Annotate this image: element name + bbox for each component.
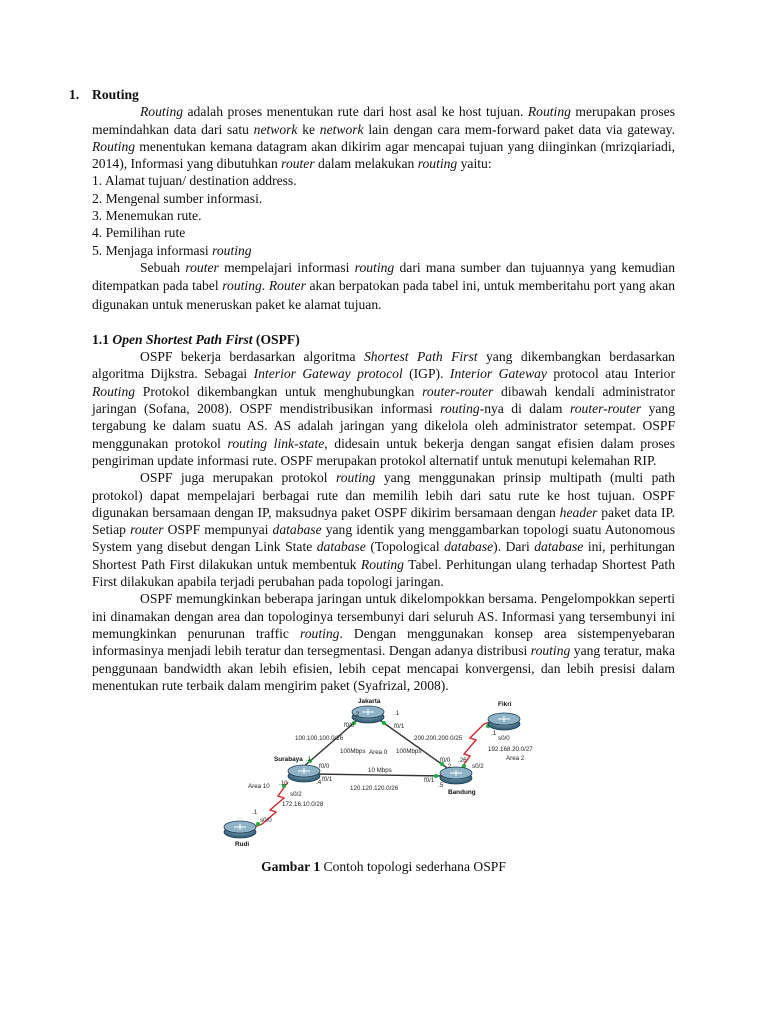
port-label: f0/1: [394, 723, 405, 731]
figure-caption: Gambar 1 Contoh topologi sederhana OSPF: [261, 859, 506, 875]
router-bandung: [440, 767, 476, 796]
ospf-topology-figure: [92, 698, 675, 848]
document-page: [69, 86, 676, 889]
network-label: 100.100.100.0/26: [295, 735, 344, 743]
subsection-heading: 1.1 Open Shortest Path First (OSPF): [92, 331, 300, 347]
status-dot: [434, 774, 438, 778]
port-label: .2: [354, 711, 360, 719]
list-item: 5. Menjaga informasi routing: [92, 242, 252, 258]
list-item: 4. Pemilihan rute: [92, 225, 186, 241]
router-label: Jakarta: [358, 698, 381, 706]
status-dot: [382, 721, 386, 725]
network-label: 120.120.120.0/26: [350, 785, 399, 793]
routing-paragraph-1: Routing adalah proses menentukan rute dari host asal ke host tujuan. Routing merupakan proses memindahkan data dari satu network ke network lain dengan cara mem-forward paket data via gateway. Routing menentukan kemana datagram akan dikirim agar mencapai tujuan yang diinginkan (mrizqiariadi, 2014), Informasi yang dibutuhkan router dalam melakukan routing yaitu:: [92, 104, 675, 172]
port-label: .26: [458, 757, 467, 765]
port-label: f0/0: [319, 763, 330, 771]
area-label: Area 2: [506, 755, 525, 763]
port-label: f0/0: [344, 722, 355, 730]
network-label: 200.200.200.0/25: [414, 735, 463, 743]
ospf-paragraph-1: OSPF bekerja berdasarkan algoritma Shortest Path First yang dikembangkan berdasarkan algoritma Dijkstra. Sebagai Interior Gateway protocol (IGP). Interior Gateway protocol atau Interior Routing Protokol dikembangkan untuk menghubungkan router-router dibawah kendali administrator jaringan (Sofana, 2008). OSPF mendistribusikan informasi routing-nya di dalam router-router yang tergabung ke dalam suatu AS. AS adalah jaringan yang dikelola oleh administrator setempat. OSPF menggunakan protokol routing link-state, didesain untuk bekerja dengan sangat efisien dalam proses pengiriman update informasi rute. OSPF merupakan protokol alternatif untuk menutupi kelemahan RIP.: [92, 349, 676, 468]
router-fikri: [488, 701, 520, 730]
port-label: .4: [316, 779, 322, 787]
speed-label: 100Mbps: [340, 748, 366, 756]
list-item: 3. Menemukan rute.: [92, 208, 202, 224]
router-label: Fikri: [498, 701, 512, 709]
port-label: f0/1: [424, 777, 435, 785]
section-heading: [69, 86, 675, 103]
network-label: 172.16.10.0/28: [282, 801, 324, 809]
port-label: s0/0: [260, 817, 272, 825]
topology-diagram: [92, 698, 675, 848]
port-label: s0/2: [472, 763, 484, 771]
routing-paragraph-2: Sebuah router mempelajari informasi routing dari mana sumber dan tujuannya yang kemudian ditempatkan pada tabel routing. Router akan berpatokan pada tabel ini, untuk memberitahu port yang akan digunakan untuk meneruskan paket ke alamat tujuan.: [92, 259, 676, 312]
section-title: Routing: [92, 87, 139, 102]
port-label: s0/0: [498, 735, 510, 743]
port-label: .1: [252, 809, 258, 817]
routing-info-list: [92, 172, 675, 258]
area-label: Area 10: [248, 783, 270, 791]
port-label: .5: [438, 782, 444, 790]
port-label: s0/2: [290, 791, 302, 799]
router-surabaya: [274, 756, 320, 782]
router-label: Rudi: [235, 841, 250, 849]
port-label: .1: [394, 710, 400, 718]
speed-label: 10 Mbps: [368, 767, 392, 775]
list-item: 2. Mengenal sumber informasi.: [92, 190, 263, 206]
area-label: Area 0: [369, 749, 388, 757]
speed-label: 100Mbps: [396, 748, 422, 756]
router-label: Bandung: [448, 789, 476, 797]
port-label: f0/0: [440, 757, 451, 765]
port-label: .1: [306, 756, 312, 764]
ospf-paragraph-3: OSPF memungkinkan beberapa jaringan untuk dikelompokkan bersama. Pengelompokkan seperti ini dinamakan dengan area dan topologinya tersembunyi dari seluruh AS. Informasi yang tersembunyi ini memungkinkan penurunan traffic routing. Dengan menggunakan konsep area sistempenyebaran informasinya menjadi lebih teratur dan tersegmentasi. Dengan adanya distribusi routing yang teratur, maka penggunaan bandwidth akan lebih efisien, lebih cepat mencapai konvergensi, dan lebih presisi dalam menentukan rute terbaik dalam mengirim paket (Syafrizal, 2008).: [92, 591, 675, 693]
section-number: 1.: [69, 87, 80, 102]
port-label: .10: [279, 780, 288, 788]
port-label: .2: [446, 763, 452, 771]
port-label: .1: [491, 730, 497, 738]
ospf-paragraph-2: OSPF juga merupakan protokol routing yang menggunakan prinsip multipath (multi path protokol) dapat mempelajari berbagai rute dan memilih lebih dari satu rute ke host tujuan. OSPF digunakan bersamaan dengan IP, maksudnya paket OSPF dikirim bersamaan dengan header paket data IP. Setiap router OSPF mempunyai database yang identik yang menggambarkan topologi suatu Autonomous System yang disebut dengan Link State database (Topological database). Dari database ini, perhitungan Shortest Path First dilakukan untuk membentuk Routing Tabel. Perhitungan ulang terhadap Shortest Path First dilakukan apabila terjadi perubahan pada topologi jaringan.: [92, 470, 676, 590]
router-rudi: [224, 821, 256, 848]
list-item: 1. Alamat tujuan/ destination address.: [92, 173, 297, 189]
network-label: 192.168.20.0/27: [488, 746, 533, 754]
router-label: Surabaya: [274, 756, 303, 764]
port-label: f0/1: [322, 776, 333, 784]
